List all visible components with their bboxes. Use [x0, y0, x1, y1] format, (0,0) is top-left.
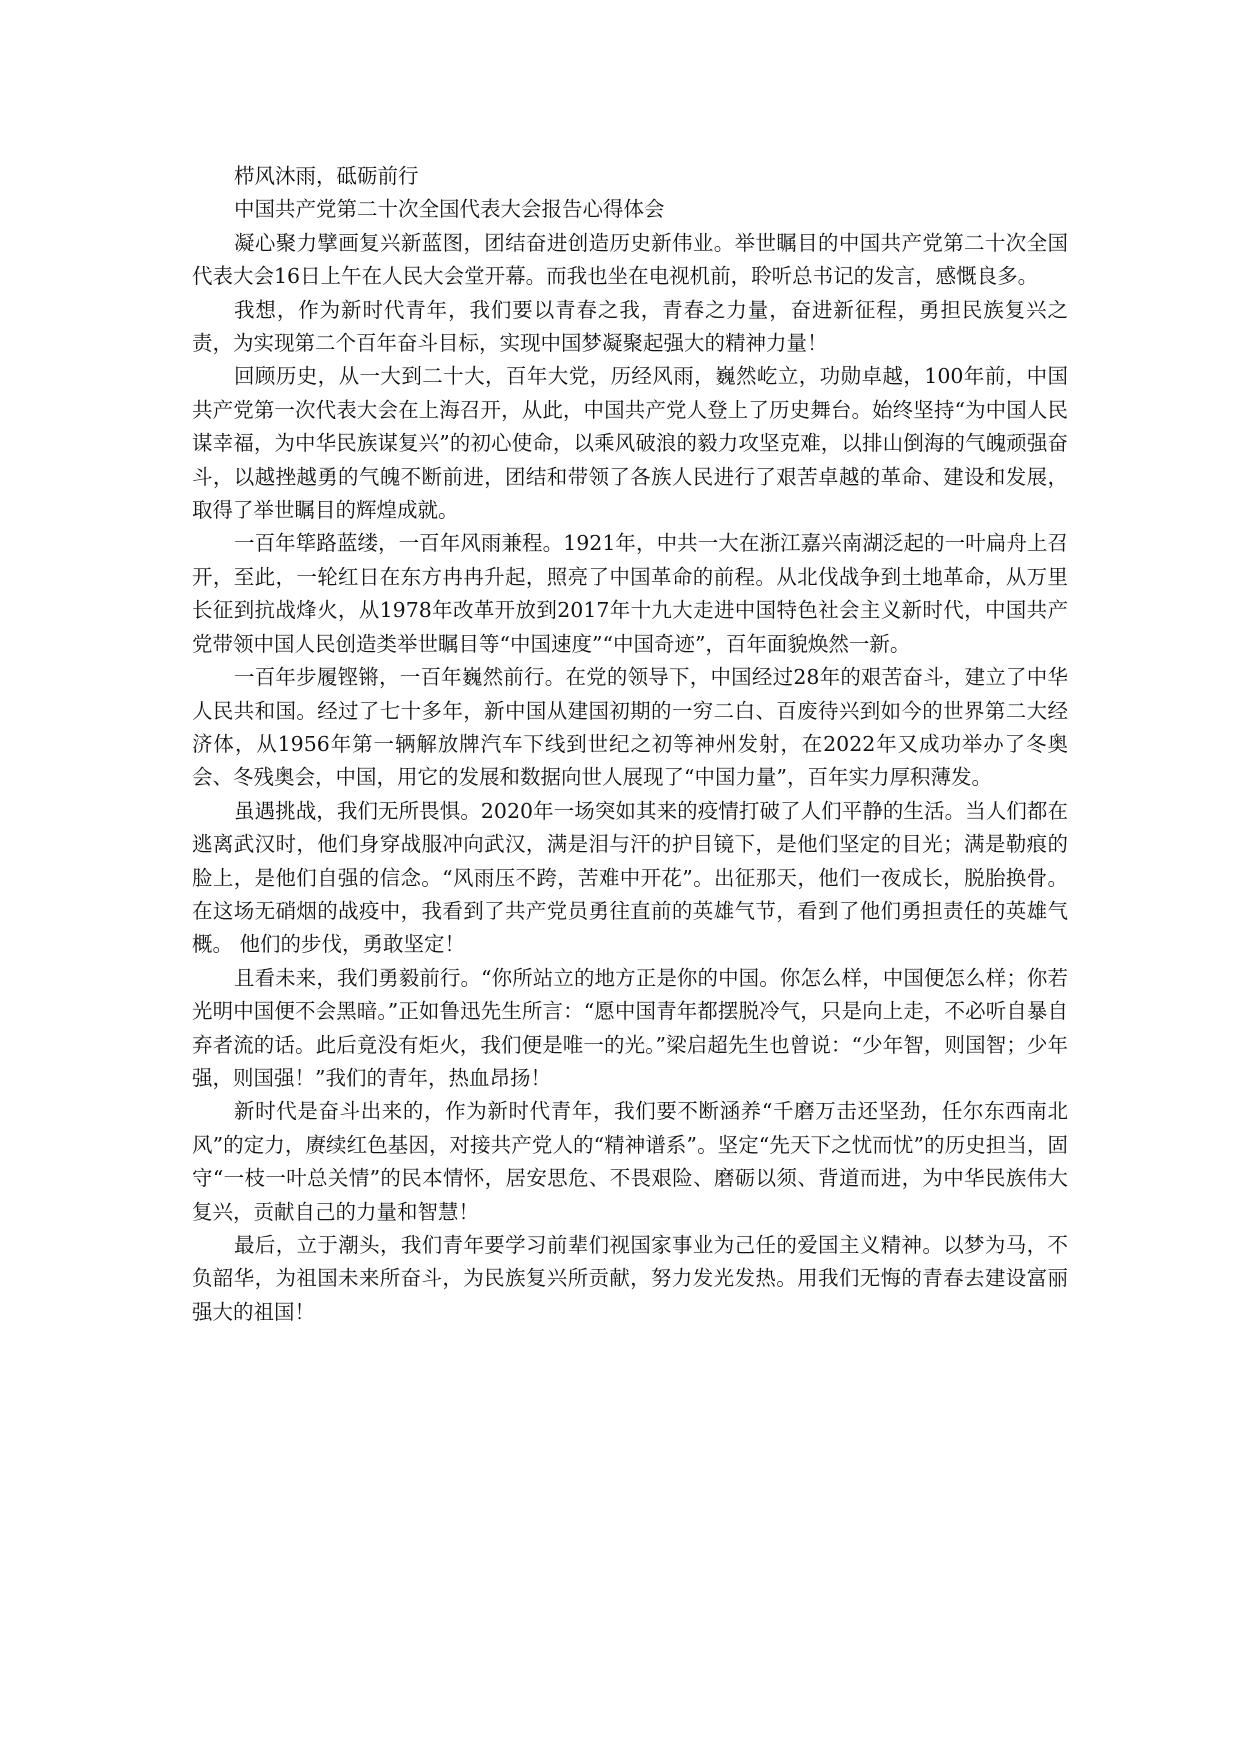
paragraph-intro: 凝心聚力擘画复兴新蓝图，团结奋进创造历史新伟业。举世瞩目的中国共产党第二十次全国代表大会16日上午在人民大会堂开幕。而我也坐在电视机前，聆听总书记的发言，感慨良多。	[192, 230, 1068, 289]
paragraph-challenges: 虽遇挑战，我们无所畏惧。2020年一场突如其来的疫情打破了人们平静的生活。当人们都在逃离武汉时，他们身穿战服冲向武汉，满是泪与汗的护目镜下，是他们坚定的目光；满是勒痕的脸上，是他们自强的信念。“风雨压不跨，苦难中开花”。出征那天，他们一夜成长，脱胎换骨。在这场无硝烟的战疫中，我看到了共产党员勇往直前的英雄气节，看到了他们勇担责任的英雄气概。 他们的步伐，勇敢坚定！	[192, 798, 1068, 957]
paragraph-hundred-years-progress: 一百年步履铿锵，一百年巍然前行。在党的领导下，中国经过28年的艰苦奋斗，建立了中华人民共和国。经过了七十多年，新中国从建国初期的一穷二白、百废待兴到如今的世界第二大经济体，从1956年第一辆解放牌汽车下线到世纪之初等神州发射，在2022年又成功举办了冬奥会、冬残奥会，中国，用它的发展和数据向世人展现了“中国力量”，百年实力厚积薄发。	[192, 665, 1068, 790]
paragraph-new-era: 新时代是奋斗出来的，作为新时代青年，我们要不断涵养“千磨万击还坚劲，任尔东西南北风”的定力，赓续红色基因，对接共产党人的“精神谱系”。坚定“先天下之忧而忧”的历史担当，固守“一枝一叶总关情”的民本情怀，居安思危、不畏艰险、磨砺以须、背道而进，为中华民族伟大复兴，贡献自己的力量和智慧！	[192, 1099, 1068, 1224]
paragraph-history: 回顾历史，从一大到二十大，百年大党，历经风雨，巍然屹立，功勋卓越，100年前，中国共产党第一次代表大会在上海召开，从此，中国共产党人登上了历史舞台。始终坚持“为中国人民谋幸福，为中华民族谋复兴”的初心使命，以乘风破浪的毅力攻坚克难，以排山倒海的气魄顽强奋斗，以越挫越勇的气魄不断前进，团结和带领了各族人民进行了艰苦卓越的革命、建设和发展，取得了举世瞩目的辉煌成就。	[192, 364, 1068, 523]
document-title: 栉风沐雨，砥砺前行	[234, 164, 419, 188]
paragraph-youth: 我想，作为新时代青年，我们要以青春之我，青春之力量，奋进新征程，勇担民族复兴之责，为实现第二个百年奋斗目标，实现中国梦凝聚起强大的精神力量！	[192, 297, 1068, 356]
paragraph-conclusion: 最后，立于潮头，我们青年要学习前辈们视国家事业为己任的爱国主义精神。以梦为马，不负韶华，为祖国未来所奋斗，为民族复兴所贡献，努力发光发热。用我们无悔的青春去建设富丽强大的祖国！	[192, 1233, 1068, 1324]
paragraph-hundred-years-journey: 一百年筚路蓝缕，一百年风雨兼程。1921年，中共一大在浙江嘉兴南湖泛起的一叶扁舟上召开，至此，一轮红日在东方冉冉升起，照亮了中国革命的前程。从北伐战争到土地革命，从万里长征到抗战烽火，从1978年改革开放到2017年十九大走进中国特色社会主义新时代，中国共产党带领中国人民创造类举世瞩目等“中国速度”“中国奇迹”，百年面貌焕然一新。	[192, 531, 1068, 656]
paragraph-future: 且看未来，我们勇毅前行。“你所站立的地方正是你的中国。你怎么样，中国便怎么样；你若光明中国便不会黑暗。”正如鲁迅先生所言：“愿中国青年都摆脱冷气，只是向上走，不必听自暴自弃者流的话。此后竟没有炬火，我们便是唯一的光。”梁启超先生也曾说：“少年智，则国智；少年强，则国强！”我们的青年，热血昂扬！	[192, 965, 1068, 1090]
document-subtitle: 中国共产党第二十次全国代表大会报告心得体会	[234, 197, 665, 222]
document-body	[192, 160, 1068, 1329]
